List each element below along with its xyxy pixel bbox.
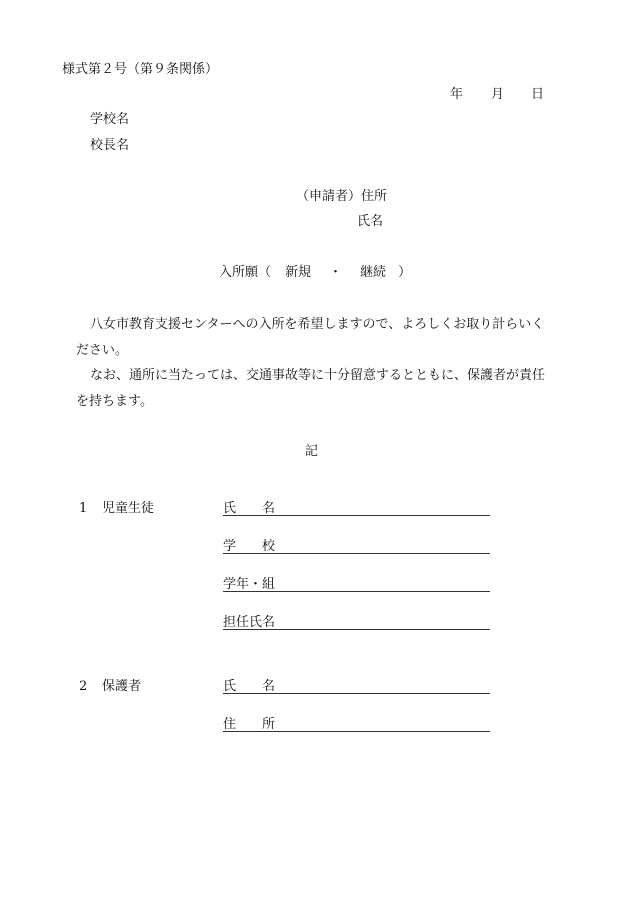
guardian-name-field-label-b: 名 — [262, 679, 276, 694]
guardian-address-field-label-b: 所 — [262, 717, 276, 732]
section1-number: 1 — [79, 501, 88, 516]
title-dot: ・ — [329, 265, 343, 280]
ki-heading: 記 — [305, 444, 319, 459]
student-name-field-label-a: 氏 — [223, 501, 237, 516]
form-number: 様式第２号（第９条関係） — [62, 62, 219, 77]
guardian-name-field-label-a: 氏 — [223, 679, 237, 694]
title-main: 入所願（ — [219, 265, 272, 280]
title-close: ） — [398, 265, 412, 280]
body-para1-line2: ださい。 — [76, 343, 129, 358]
document-title — [219, 265, 411, 281]
student-grade-field-line[interactable] — [223, 591, 490, 592]
teacher-name-field-line[interactable] — [223, 629, 490, 630]
applicant-address-label: （申請者）住所 — [296, 189, 388, 204]
title-option-continue: 継続 — [360, 265, 387, 280]
section2-number: 2 — [79, 679, 88, 694]
student-name-field-label-b: 名 — [262, 501, 276, 516]
principal-name-label: 校長名 — [90, 138, 130, 153]
date-month-label: 月 — [491, 87, 505, 102]
section2-label: 保護者 — [102, 679, 142, 694]
student-school-field-label-a: 学 — [223, 539, 237, 554]
date-day-label: 日 — [531, 87, 545, 102]
student-grade-field-label: 学年・組 — [223, 577, 276, 592]
body-para1-line1: 八女市教育支援センターへの入所を希望しますので、よろしくお取り計らいく — [90, 317, 545, 332]
guardian-name-field-line[interactable] — [223, 693, 490, 694]
guardian-address-field-label-a: 住 — [223, 717, 237, 732]
guardian-address-field-line[interactable] — [223, 731, 490, 732]
school-name-label: 学校名 — [90, 112, 130, 127]
date-year-label: 年 — [450, 87, 464, 102]
student-school-field-line[interactable] — [223, 553, 490, 554]
body-para2-line2: を持ちます。 — [76, 394, 153, 409]
title-option-new: 新規 — [285, 265, 312, 280]
student-school-field-label-b: 校 — [262, 539, 276, 554]
section1-label: 児童生徒 — [102, 501, 155, 516]
student-name-field-line[interactable] — [223, 515, 490, 516]
applicant-name-label: 氏名 — [357, 214, 384, 229]
teacher-name-field-label: 担任氏名 — [223, 615, 276, 630]
body-para2-line1: なお、通所に当たっては、交通事故等に十分留意するとともに、保護者が責任 — [90, 368, 546, 383]
